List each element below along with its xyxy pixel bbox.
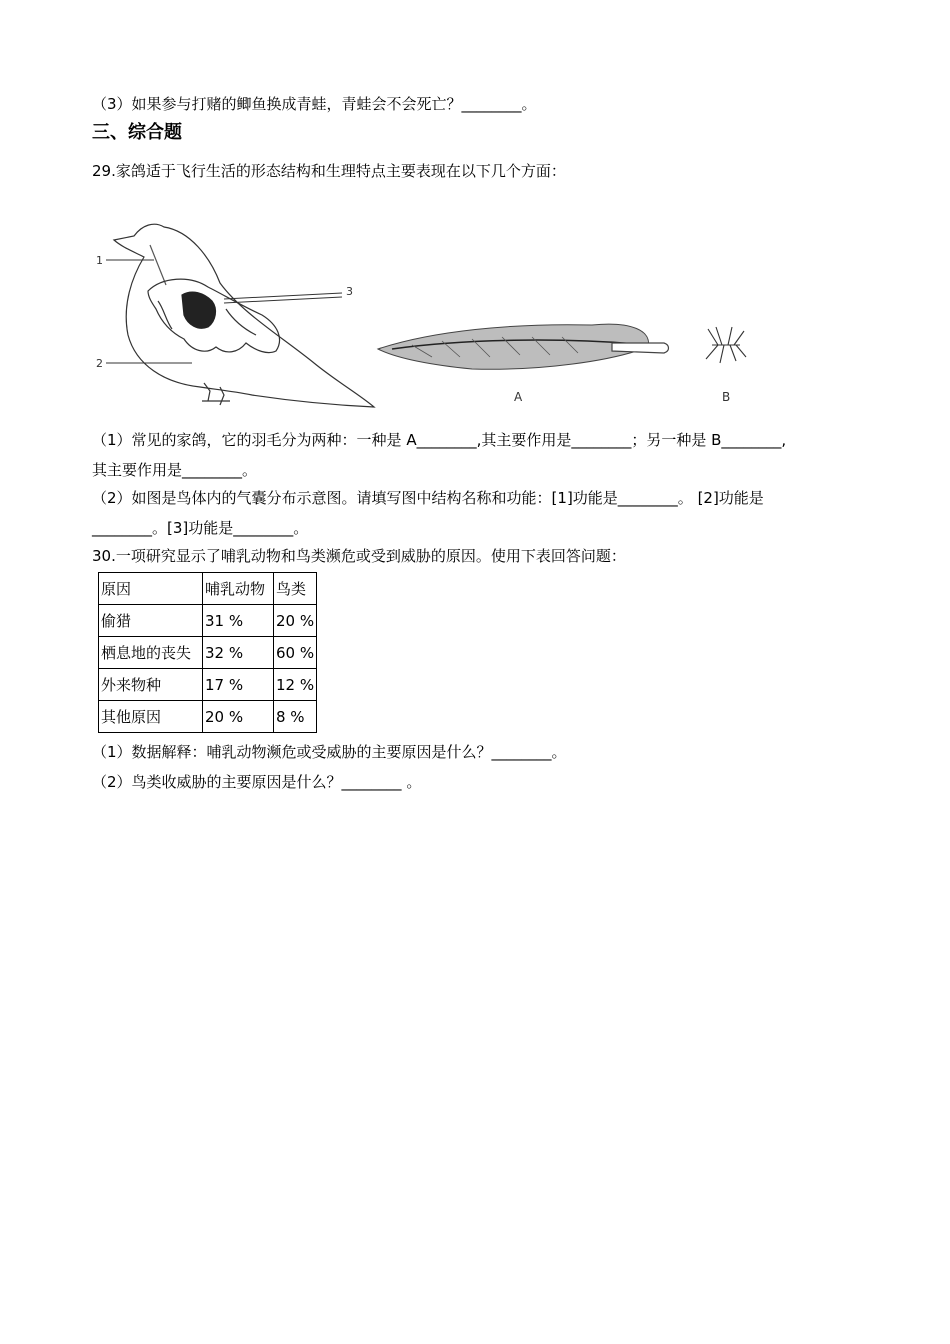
flight-feather-drawing <box>378 324 669 369</box>
q30-stem: 30.一项研究显示了哺乳动物和鸟类濒危或受到威胁的原因。使用下表回答问题： <box>92 547 626 565</box>
q30-sub2: （2）鸟类收威胁的主要原因是什么？________ 。 <box>92 773 422 791</box>
table-row <box>99 669 317 701</box>
table-cell: 20 % <box>274 605 317 637</box>
table-cell: 其他原因 <box>99 701 203 733</box>
down-feather-drawing <box>706 327 746 363</box>
table-header-cell: 鸟类 <box>274 573 317 605</box>
q29-sub1-line1: （1）常见的家鸽，它的羽毛分为两种：一种是 A________,其主要作用是________；另一种是 B________, <box>92 431 787 449</box>
table-row <box>99 637 317 669</box>
section-heading: 三、综合题 <box>92 122 182 143</box>
table-cell: 31 % <box>203 605 274 637</box>
label-1: 1 <box>96 254 103 267</box>
air-sac-cervical <box>150 245 166 285</box>
q29-sub1-line2: 其主要作用是________。 <box>92 461 258 479</box>
q30-sub1: （1）数据解释：哺乳动物濒危或受威胁的主要原因是什么？________。 <box>92 743 567 761</box>
label-feather-b: B <box>722 390 731 404</box>
label-2: 2 <box>96 357 103 370</box>
table-cell: 8 % <box>274 701 317 733</box>
table-cell: 外来物种 <box>99 669 203 701</box>
label-feather-a: A <box>514 390 523 404</box>
q29-stem: 29.家鸽适于飞行生活的形态结构和生理特点主要表现在以下几个方面： <box>92 162 566 180</box>
table-header-cell: 原因 <box>99 573 203 605</box>
table-cell: 60 % <box>274 637 317 669</box>
table-cell: 12 % <box>274 669 317 701</box>
table-header-row <box>99 573 317 605</box>
table-row <box>99 605 317 637</box>
table-cell: 栖息地的丧失 <box>99 637 203 669</box>
label-3: 3 <box>346 285 353 298</box>
q29-sub2-line2: ________。[3]功能是________。 <box>92 519 309 537</box>
threat-causes-table <box>98 572 317 733</box>
table-cell: 20 % <box>203 701 274 733</box>
q29-sub2-line1: （2）如图是鸟体内的气囊分布示意图。请填写图中结构名称和功能：[1]功能是________。 [2]功能是 <box>92 489 764 507</box>
table-cell: 17 % <box>203 669 274 701</box>
pigeon-air-sac-figure <box>92 205 772 420</box>
table-row <box>99 701 317 733</box>
table-cell: 偷猎 <box>99 605 203 637</box>
table-cell: 32 % <box>203 637 274 669</box>
q28-sub3: （3）如果参与打赌的鲫鱼换成青蛙，青蛙会不会死亡？________。 <box>92 95 537 113</box>
table-header-cell: 哺乳动物 <box>203 573 274 605</box>
